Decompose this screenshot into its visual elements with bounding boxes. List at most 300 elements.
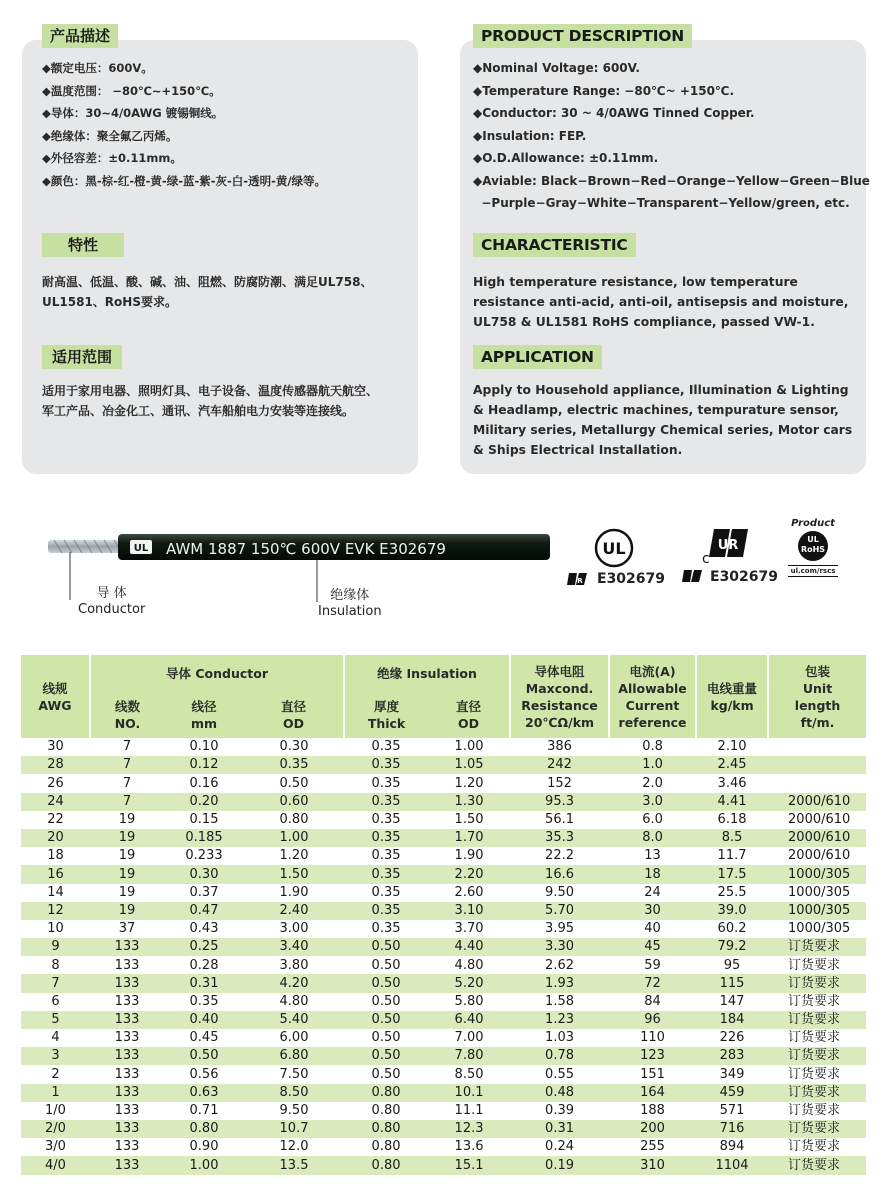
table-row [21,1084,866,1102]
cell-conductor-od: 6.00 [244,1029,344,1047]
cell-strand-dia: 1.00 [164,1156,244,1174]
header-no: 线数 NO. [90,691,164,738]
conductor-strands [48,540,122,553]
table-row [21,1011,866,1029]
en-app-text: Apply to Household appliance, Illumination & Lighting & Headlamp, electric machines, tempurature sensor, Military series, Metallurgy Chemical series, Motor cars & Ships Electrical Installation. [473,383,853,457]
en-desc-line: ◆Aviable: Black−Brown−Red−Orange−Yellow−Green−Blue [473,173,870,188]
cell-resistance: 95.3 [510,793,609,811]
zh-desc-line: ◆温度范围： −80℃~+150℃。 [42,83,221,98]
cell-current: 6.0 [609,811,696,829]
zh-char-title: 特性 [42,233,124,257]
cell-strand-dia: 0.25 [164,938,244,956]
table-row [21,1120,866,1138]
cell-strand-dia: 0.35 [164,993,244,1011]
cell-strands: 133 [90,1120,164,1138]
header-conductor: 导体 Conductor [90,655,344,691]
cell-strands: 133 [90,1029,164,1047]
cell-insulation-thick: 0.50 [344,993,428,1011]
svg-text:R: R [577,577,583,585]
cell-insulation-thick: 0.50 [344,1047,428,1065]
cell-awg: 28 [21,756,90,774]
cell-conductor-od: 0.60 [244,793,344,811]
cell-current: 13 [609,847,696,865]
zh-desc-title: 产品描述 [42,24,118,48]
cell-insulation-thick: 0.80 [344,1156,428,1174]
cell-strand-dia: 0.43 [164,920,244,938]
cell-resistance: 0.39 [510,1102,609,1120]
cell-insulation-od: 4.80 [428,956,510,974]
cell-insulation-od: 1.00 [428,738,510,756]
cell-strand-dia: 0.40 [164,1011,244,1029]
insulation-label-en: Insulation [318,604,382,619]
cell-insulation-od: 1.70 [428,829,510,847]
cell-insulation-od: 3.10 [428,902,510,920]
cell-insulation-thick: 0.35 [344,920,428,938]
cru-recognized-logo [700,523,758,565]
cell-weight: 283 [696,1047,768,1065]
cell-insulation-thick: 0.80 [344,1138,428,1156]
spec-table [21,655,866,1175]
cell-strands: 19 [90,847,164,865]
cell-pack: 订货要求 [768,1029,866,1047]
cell-insulation-thick: 0.35 [344,902,428,920]
cell-awg: 4 [21,1029,90,1047]
table-row [21,1156,866,1174]
zh-app-title: 适用范围 [42,345,122,369]
cell-weight: 147 [696,993,768,1011]
cell-pack [768,774,866,792]
cell-strand-dia: 0.233 [164,847,244,865]
cell-resistance: 16.6 [510,865,609,883]
cell-pack: 1000/305 [768,884,866,902]
cell-conductor-od: 1.20 [244,847,344,865]
table-row [21,974,866,992]
ul-rohs-logo [788,518,838,588]
cell-awg: 20 [21,829,90,847]
cell-awg: 22 [21,811,90,829]
cell-resistance: 386 [510,738,609,756]
en-desc-line: ◆Conductor: 30 ~ 4/0AWG Tinned Copper. [473,106,755,120]
ul-listed-logo [593,527,635,569]
cell-insulation-thick: 0.35 [344,865,428,883]
cell-insulation-thick: 0.35 [344,793,428,811]
cell-strands: 37 [90,920,164,938]
cell-current: 59 [609,956,696,974]
cell-weight: 894 [696,1138,768,1156]
cell-insulation-od: 3.70 [428,920,510,938]
cell-awg: 3 [21,1047,90,1065]
cell-current: 30 [609,902,696,920]
cell-awg: 12 [21,902,90,920]
cell-insulation-od: 5.20 [428,974,510,992]
cell-conductor-od: 0.30 [244,738,344,756]
cell-weight: 11.7 [696,847,768,865]
cell-strands: 19 [90,865,164,883]
cell-insulation-thick: 0.50 [344,956,428,974]
rohs-badge [798,531,828,561]
cell-awg: 24 [21,793,90,811]
cell-conductor-od: 3.80 [244,956,344,974]
cell-awg: 7 [21,974,90,992]
cell-pack: 1000/305 [768,920,866,938]
cell-pack: 订货要求 [768,956,866,974]
cell-insulation-thick: 0.50 [344,1029,428,1047]
cell-weight: 60.2 [696,920,768,938]
cell-conductor-od: 12.0 [244,1138,344,1156]
header-od: 直径 OD [244,691,344,738]
cell-strands: 133 [90,956,164,974]
en-desc-line: ◆Temperature Range: −80℃~ +150℃. [473,83,735,98]
en-char-text: High temperature resistance, low temperature resistance anti-acid, anti-oil, antisepsis and moisture, UL758 & UL1581 RoHS compliance, passed VW-1. [473,275,849,329]
cell-strand-dia: 0.37 [164,884,244,902]
table-row [21,920,866,938]
cell-insulation-thick: 0.80 [344,1102,428,1120]
table-row [21,1065,866,1083]
cell-conductor-od: 4.80 [244,993,344,1011]
cell-weight: 6.18 [696,811,768,829]
conductor-label-en: Conductor [78,602,146,617]
cell-weight: 571 [696,1102,768,1120]
cell-insulation-od: 8.50 [428,1065,510,1083]
cell-awg: 1/0 [21,1102,90,1120]
cell-insulation-thick: 0.50 [344,974,428,992]
cell-resistance: 56.1 [510,811,609,829]
cell-insulation-od: 2.20 [428,865,510,883]
header-weight: 电线重量 kg/km [696,655,768,738]
cell-insulation-od: 10.1 [428,1084,510,1102]
table-row [21,1102,866,1120]
cell-current: 255 [609,1138,696,1156]
cell-current: 24 [609,884,696,902]
cell-insulation-od: 15.1 [428,1156,510,1174]
cell-insulation-thick: 0.35 [344,884,428,902]
cell-strands: 19 [90,884,164,902]
header-od-insulation: 直径 OD [428,691,510,738]
cell-current: 3.0 [609,793,696,811]
cell-insulation-od: 1.50 [428,811,510,829]
header-current: 电流(A) Allowable Current reference [609,655,696,738]
cell-weight: 1104 [696,1156,768,1174]
cell-awg: 4/0 [21,1156,90,1174]
rohs-ul-text: UL [807,535,819,544]
en-desc-line: ◆O.D.Allowance: ±0.11mm. [473,151,659,165]
cell-current: 188 [609,1102,696,1120]
cell-resistance: 1.93 [510,974,609,992]
cell-conductor-od: 9.50 [244,1102,344,1120]
cell-weight: 184 [696,1011,768,1029]
cell-pack: 订货要求 [768,993,866,1011]
cell-weight: 8.5 [696,829,768,847]
cell-current: 310 [609,1156,696,1174]
cell-conductor-od: 3.40 [244,938,344,956]
cell-insulation-thick: 0.35 [344,811,428,829]
cell-insulation-od: 11.1 [428,1102,510,1120]
cell-strands: 7 [90,756,164,774]
cell-resistance: 5.70 [510,902,609,920]
cell-strands: 133 [90,1065,164,1083]
cell-strand-dia: 0.30 [164,865,244,883]
cell-awg: 30 [21,738,90,756]
ul-mark-on-cable [130,540,152,554]
cell-weight: 2.10 [696,738,768,756]
cell-current: 0.8 [609,738,696,756]
cell-awg: 8 [21,956,90,974]
cell-strands: 133 [90,1156,164,1174]
header-pack: 包装 Unit length ft/m. [768,655,866,738]
ru-mark-small-icon [567,572,593,586]
cell-resistance: 9.50 [510,884,609,902]
rohs-text: RoHS [800,545,826,554]
table-row [21,1047,866,1065]
cell-insulation-thick: 0.50 [344,1011,428,1029]
zh-desc-line: ◆颜色：黑-棕-红-橙-黄-绿-蓝-紫-灰-白-透明-黄/绿等。 [42,173,327,188]
cell-pack: 订货要求 [768,1011,866,1029]
table-row [21,847,866,865]
svg-text:UL: UL [602,539,626,558]
cell-pack: 订货要求 [768,1047,866,1065]
cell-insulation-od: 7.80 [428,1047,510,1065]
ru-mark-small-icon-2 [682,569,708,583]
cell-strands: 7 [90,738,164,756]
svg-text:UL: UL [133,543,149,554]
cell-conductor-od: 2.40 [244,902,344,920]
cell-strand-dia: 0.90 [164,1138,244,1156]
cell-weight: 79.2 [696,938,768,956]
en-desc-line: −Purple−Gray−White−Transparent−Yellow/green, etc. [473,196,850,210]
cable-print: AWM 1887 150℃ 600V EVK E302679 [166,540,446,558]
cell-insulation-thick: 0.35 [344,829,428,847]
cell-weight: 2.45 [696,756,768,774]
cell-resistance: 3.30 [510,938,609,956]
table-row [21,884,866,902]
cell-insulation-od: 1.05 [428,756,510,774]
table-row [21,993,866,1011]
svg-text:c: c [702,551,710,565]
cell-weight: 95 [696,956,768,974]
cell-strand-dia: 0.10 [164,738,244,756]
cell-insulation-od: 1.30 [428,793,510,811]
cell-insulation-thick: 0.35 [344,756,428,774]
cell-awg: 2/0 [21,1120,90,1138]
cell-conductor-od: 10.7 [244,1120,344,1138]
cell-resistance: 0.19 [510,1156,609,1174]
zh-desc-line: ◆导体：30~4/0AWG 镀锡铜线。 [42,106,224,120]
cell-weight: 459 [696,1084,768,1102]
cell-current: 123 [609,1047,696,1065]
cell-insulation-thick: 0.35 [344,847,428,865]
table-row [21,738,866,756]
cell-resistance: 0.24 [510,1138,609,1156]
cell-pack: 2000/610 [768,847,866,865]
cell-awg: 18 [21,847,90,865]
header-mm: 线径 mm [164,691,244,738]
cell-current: 200 [609,1120,696,1138]
cell-pack: 订货要求 [768,1065,866,1083]
cell-current: 96 [609,1011,696,1029]
cell-pack: 订货要求 [768,1102,866,1120]
conductor-label [78,586,145,618]
cell-pack [768,756,866,774]
cell-conductor-od: 0.50 [244,774,344,792]
table-row [21,811,866,829]
svg-text:UR: UR [717,538,739,553]
table-row [21,1138,866,1156]
zh-char-text: 耐高温、低温、酸、碱、油、阻燃、防腐防潮、满足UL758、UL1581、RoHS要求。 [42,275,373,309]
header-awg: 线规 AWG [21,655,90,738]
cell-strands: 133 [90,974,164,992]
cell-awg: 3/0 [21,1138,90,1156]
cell-strands: 133 [90,1138,164,1156]
cell-pack: 订货要求 [768,1120,866,1138]
cell-insulation-thick: 0.50 [344,1065,428,1083]
cell-resistance: 0.55 [510,1065,609,1083]
cell-awg: 10 [21,920,90,938]
cell-current: 72 [609,974,696,992]
cell-strands: 19 [90,902,164,920]
cell-strand-dia: 0.45 [164,1029,244,1047]
insulation-label [318,588,382,620]
cell-strands: 133 [90,1047,164,1065]
cell-conductor-od: 4.20 [244,974,344,992]
cell-awg: 14 [21,884,90,902]
cell-strands: 19 [90,829,164,847]
cell-current: 164 [609,1084,696,1102]
header-thick: 厚度 Thick [344,691,428,738]
header-insulation: 绝缘 Insulation [344,655,510,691]
cell-conductor-od: 5.40 [244,1011,344,1029]
cell-insulation-od: 4.40 [428,938,510,956]
en-char-title: CHARACTERISTIC [473,233,636,257]
cell-strand-dia: 0.80 [164,1120,244,1138]
cell-awg: 5 [21,1011,90,1029]
conductor-label-zh: 导 体 [96,586,127,601]
cell-conductor-od: 7.50 [244,1065,344,1083]
cell-weight: 25.5 [696,884,768,902]
cell-strands: 19 [90,811,164,829]
en-desc-line: ◆Insulation: FEP. [473,128,587,143]
cell-strands: 133 [90,1084,164,1102]
cell-strand-dia: 0.16 [164,774,244,792]
cell-insulation-thick: 0.35 [344,774,428,792]
cell-strands: 133 [90,1011,164,1029]
cell-weight: 39.0 [696,902,768,920]
rohs-product-text: Product [791,518,835,529]
cell-weight: 115 [696,974,768,992]
en-desc-list [473,57,870,215]
cell-insulation-od: 5.80 [428,993,510,1011]
cell-awg: 16 [21,865,90,883]
table-row [21,756,866,774]
cell-resistance: 1.58 [510,993,609,1011]
cell-strands: 7 [90,774,164,792]
cell-strand-dia: 0.47 [164,902,244,920]
cell-pack: 2000/610 [768,811,866,829]
cell-insulation-od: 1.20 [428,774,510,792]
cell-pack: 2000/610 [768,793,866,811]
table-row [21,938,866,956]
spec-table-body [21,738,866,1175]
insulation-label-zh: 绝缘体 [330,588,370,603]
cell-pack [768,738,866,756]
cell-insulation-od: 12.3 [428,1120,510,1138]
cell-current: 1.0 [609,756,696,774]
cell-pack: 订货要求 [768,1156,866,1174]
table-row [21,793,866,811]
zh-desc-line: ◆额定电压：600V。 [42,61,153,75]
cell-pack: 订货要求 [768,1138,866,1156]
cell-strand-dia: 0.15 [164,811,244,829]
cell-strand-dia: 0.185 [164,829,244,847]
cell-conductor-od: 6.80 [244,1047,344,1065]
cell-resistance: 0.31 [510,1120,609,1138]
cell-strand-dia: 0.28 [164,956,244,974]
cell-strand-dia: 0.63 [164,1084,244,1102]
en-desc-title: PRODUCT DESCRIPTION [473,24,692,48]
cell-conductor-od: 1.50 [244,865,344,883]
cell-conductor-od: 3.00 [244,920,344,938]
cell-resistance: 2.62 [510,956,609,974]
cell-conductor-od: 8.50 [244,1084,344,1102]
cell-insulation-thick: 0.35 [344,738,428,756]
cell-resistance: 0.48 [510,1084,609,1102]
cell-weight: 226 [696,1029,768,1047]
cell-strands: 133 [90,1102,164,1120]
cru-file-number: E302679 [710,569,779,585]
cell-resistance: 3.95 [510,920,609,938]
ul-file-number: E302679 [597,571,666,587]
cell-strand-dia: 0.56 [164,1065,244,1083]
cell-insulation-od: 13.6 [428,1138,510,1156]
table-row [21,1029,866,1047]
cell-resistance: 1.03 [510,1029,609,1047]
cell-current: 40 [609,920,696,938]
cell-strands: 7 [90,793,164,811]
cell-strand-dia: 0.31 [164,974,244,992]
cell-conductor-od: 0.35 [244,756,344,774]
cell-resistance: 22.2 [510,847,609,865]
cell-insulation-od: 1.90 [428,847,510,865]
cell-current: 2.0 [609,774,696,792]
cell-resistance: 0.78 [510,1047,609,1065]
cell-conductor-od: 0.80 [244,811,344,829]
cell-resistance: 152 [510,774,609,792]
table-row [21,865,866,883]
cell-strands: 133 [90,938,164,956]
cell-strands: 133 [90,993,164,1011]
cell-weight: 349 [696,1065,768,1083]
zh-desc-list [42,57,326,192]
cell-awg: 26 [21,774,90,792]
cell-weight: 17.5 [696,865,768,883]
cell-awg: 1 [21,1084,90,1102]
cell-strand-dia: 0.12 [164,756,244,774]
cell-strand-dia: 0.20 [164,793,244,811]
cell-insulation-od: 6.40 [428,1011,510,1029]
cell-resistance: 35.3 [510,829,609,847]
zh-app-text: 适用于家用电器、照明灯具、电子设备、温度传感器航天航空、军工产品、冶金化工、通讯、汽车船舶电力安装等连接线。 [42,384,379,418]
cell-conductor-od: 1.90 [244,884,344,902]
table-row [21,829,866,847]
cell-current: 8.0 [609,829,696,847]
cell-insulation-thick: 0.80 [344,1084,428,1102]
header-resistance: 导体电阻 Maxcond. Resistance 20℃Ω/km [510,655,609,738]
cell-strand-dia: 0.50 [164,1047,244,1065]
cell-current: 45 [609,938,696,956]
cell-resistance: 1.23 [510,1011,609,1029]
cell-pack: 订货要求 [768,1084,866,1102]
cell-conductor-od: 13.5 [244,1156,344,1174]
table-row [21,774,866,792]
